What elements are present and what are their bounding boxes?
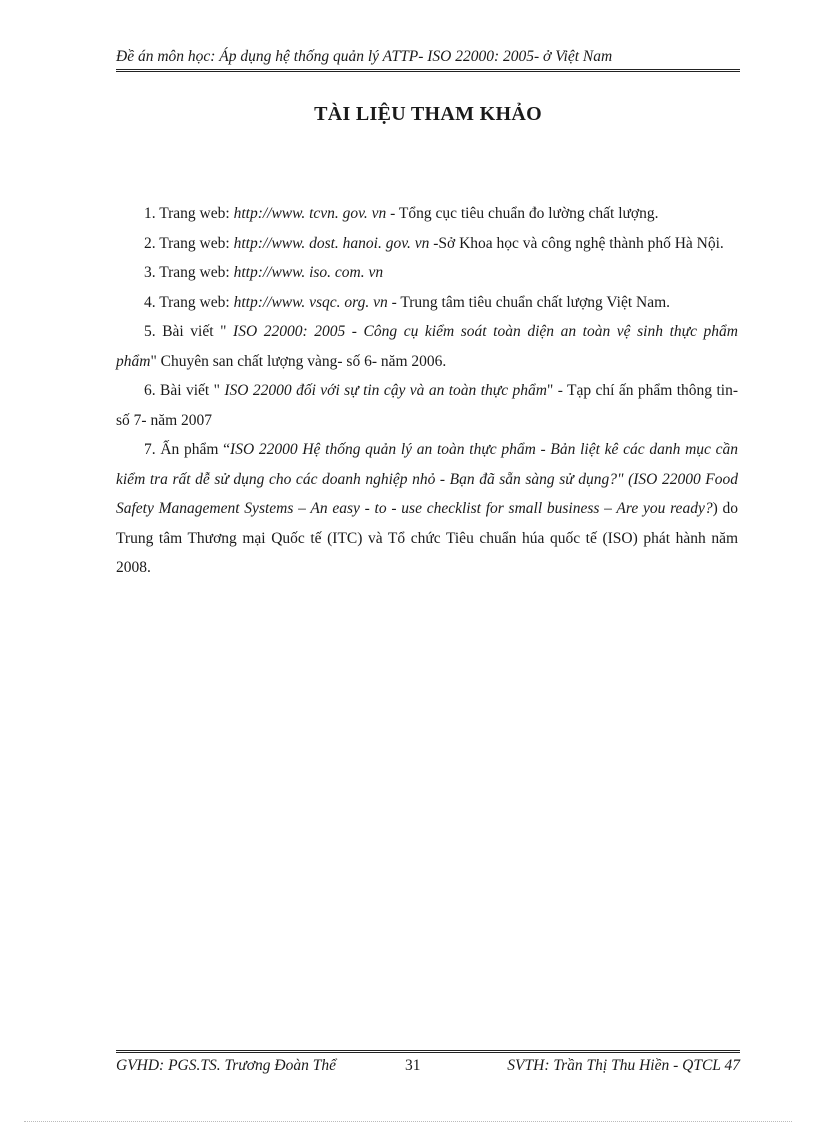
footer-rule-double — [116, 1052, 740, 1053]
reference-title: ISO 22000: 2005 - Công cụ kiểm soát toàn diện an toàn vệ sinh thực phẩm phẩm — [116, 323, 785, 370]
reference-item-7: 7. Ấn phẩm “ISO 22000 Hệ thống quản lý an toàn thực phẩm - Bản liệt kê các danh mục cần kiểm tra rất dễ sử dụng cho các doanh nghiệp nhỏ - Bạn đã sẵn sàng sử dụng?" (ISO 22000 Food Safety Management Systems – An easy - to - use checklist for small business – Are you ready?) do Trung tâm Thương mại Quốc tế (ITC) và Tổ chức Tiêu chuẩn húa quốc tế (ISO) phát hành năm 2008. — [116, 441, 738, 576]
footer-supervisor: GVHD: PGS.TS. Trương Đoàn Thể — [116, 1057, 336, 1074]
reference-item-5: 5. Bài viết " ISO 22000: 2005 - Công cụ kiểm soát toàn diện an toàn vệ sinh thực phẩm phẩm" Chuyên san chất lượng vàng- số 6- năm 2006. — [116, 323, 785, 370]
footer-student: SVTH: Trần Thị Thu Hiền - QTCL 47 — [507, 1057, 740, 1074]
page-footer — [116, 1055, 740, 1077]
page-bottom-edge — [24, 1121, 792, 1122]
footer-rule — [116, 1050, 740, 1051]
header-rule — [116, 69, 740, 70]
reference-title: ISO 22000 đối với sự tin cậy và an toàn thực phẩm — [224, 382, 547, 399]
page-title: TÀI LIỆU THAM KHẢO — [314, 103, 542, 125]
reference-title: ISO 22000 Hệ thống quản lý an toàn thực phẩm - Bản liệt kê các danh mục cần kiểm tra rất dễ sử dụng cho các doanh nghiệp nhỏ - Bạn đã sẵn sàng sử dụng?" (ISO 22000 Food Safety Management Systems – An easy - to - use checklist for small business – Are you ready? — [116, 441, 738, 517]
reference-link[interactable]: http://www. vsqc. org. vn — [233, 293, 388, 311]
reference-item-2: 2. Trang web: http://www. dost. hanoi. gov. vn -Sở Khoa học và công nghệ thành phố Hà Nội. — [144, 234, 724, 252]
page-number: 31 — [405, 1057, 421, 1074]
reference-item-6: 6. Bài viết " ISO 22000 đối với sự tin cậy và an toàn thực phẩm" - Tạp chí ấn phẩm thông tin- số 7- năm 2007 — [116, 382, 738, 429]
reference-item-4: 4. Trang web: http://www. vsqc. org. vn - Trung tâm tiêu chuẩn chất lượng Việt Nam. — [144, 293, 671, 311]
reference-link[interactable]: http://www. tcvn. gov. vn — [233, 205, 387, 222]
reference-link[interactable]: http://www. dost. hanoi. gov. vn — [233, 234, 430, 252]
reference-item-3: 3. Trang web: http://www. iso. com. vn — [144, 264, 384, 281]
reference-item-1: 1. Trang web: http://www. tcvn. gov. vn - Tổng cục tiêu chuẩn đo lường chất lượng. — [144, 205, 659, 222]
reference-list — [116, 199, 785, 583]
header-rule-double — [116, 71, 740, 72]
reference-link[interactable]: http://www. iso. com. vn — [233, 264, 384, 281]
page-header: Đề án môn học: Áp dụng hệ thống quản lý ATTP- ISO 22000: 2005- ở Việt Nam — [116, 48, 613, 65]
